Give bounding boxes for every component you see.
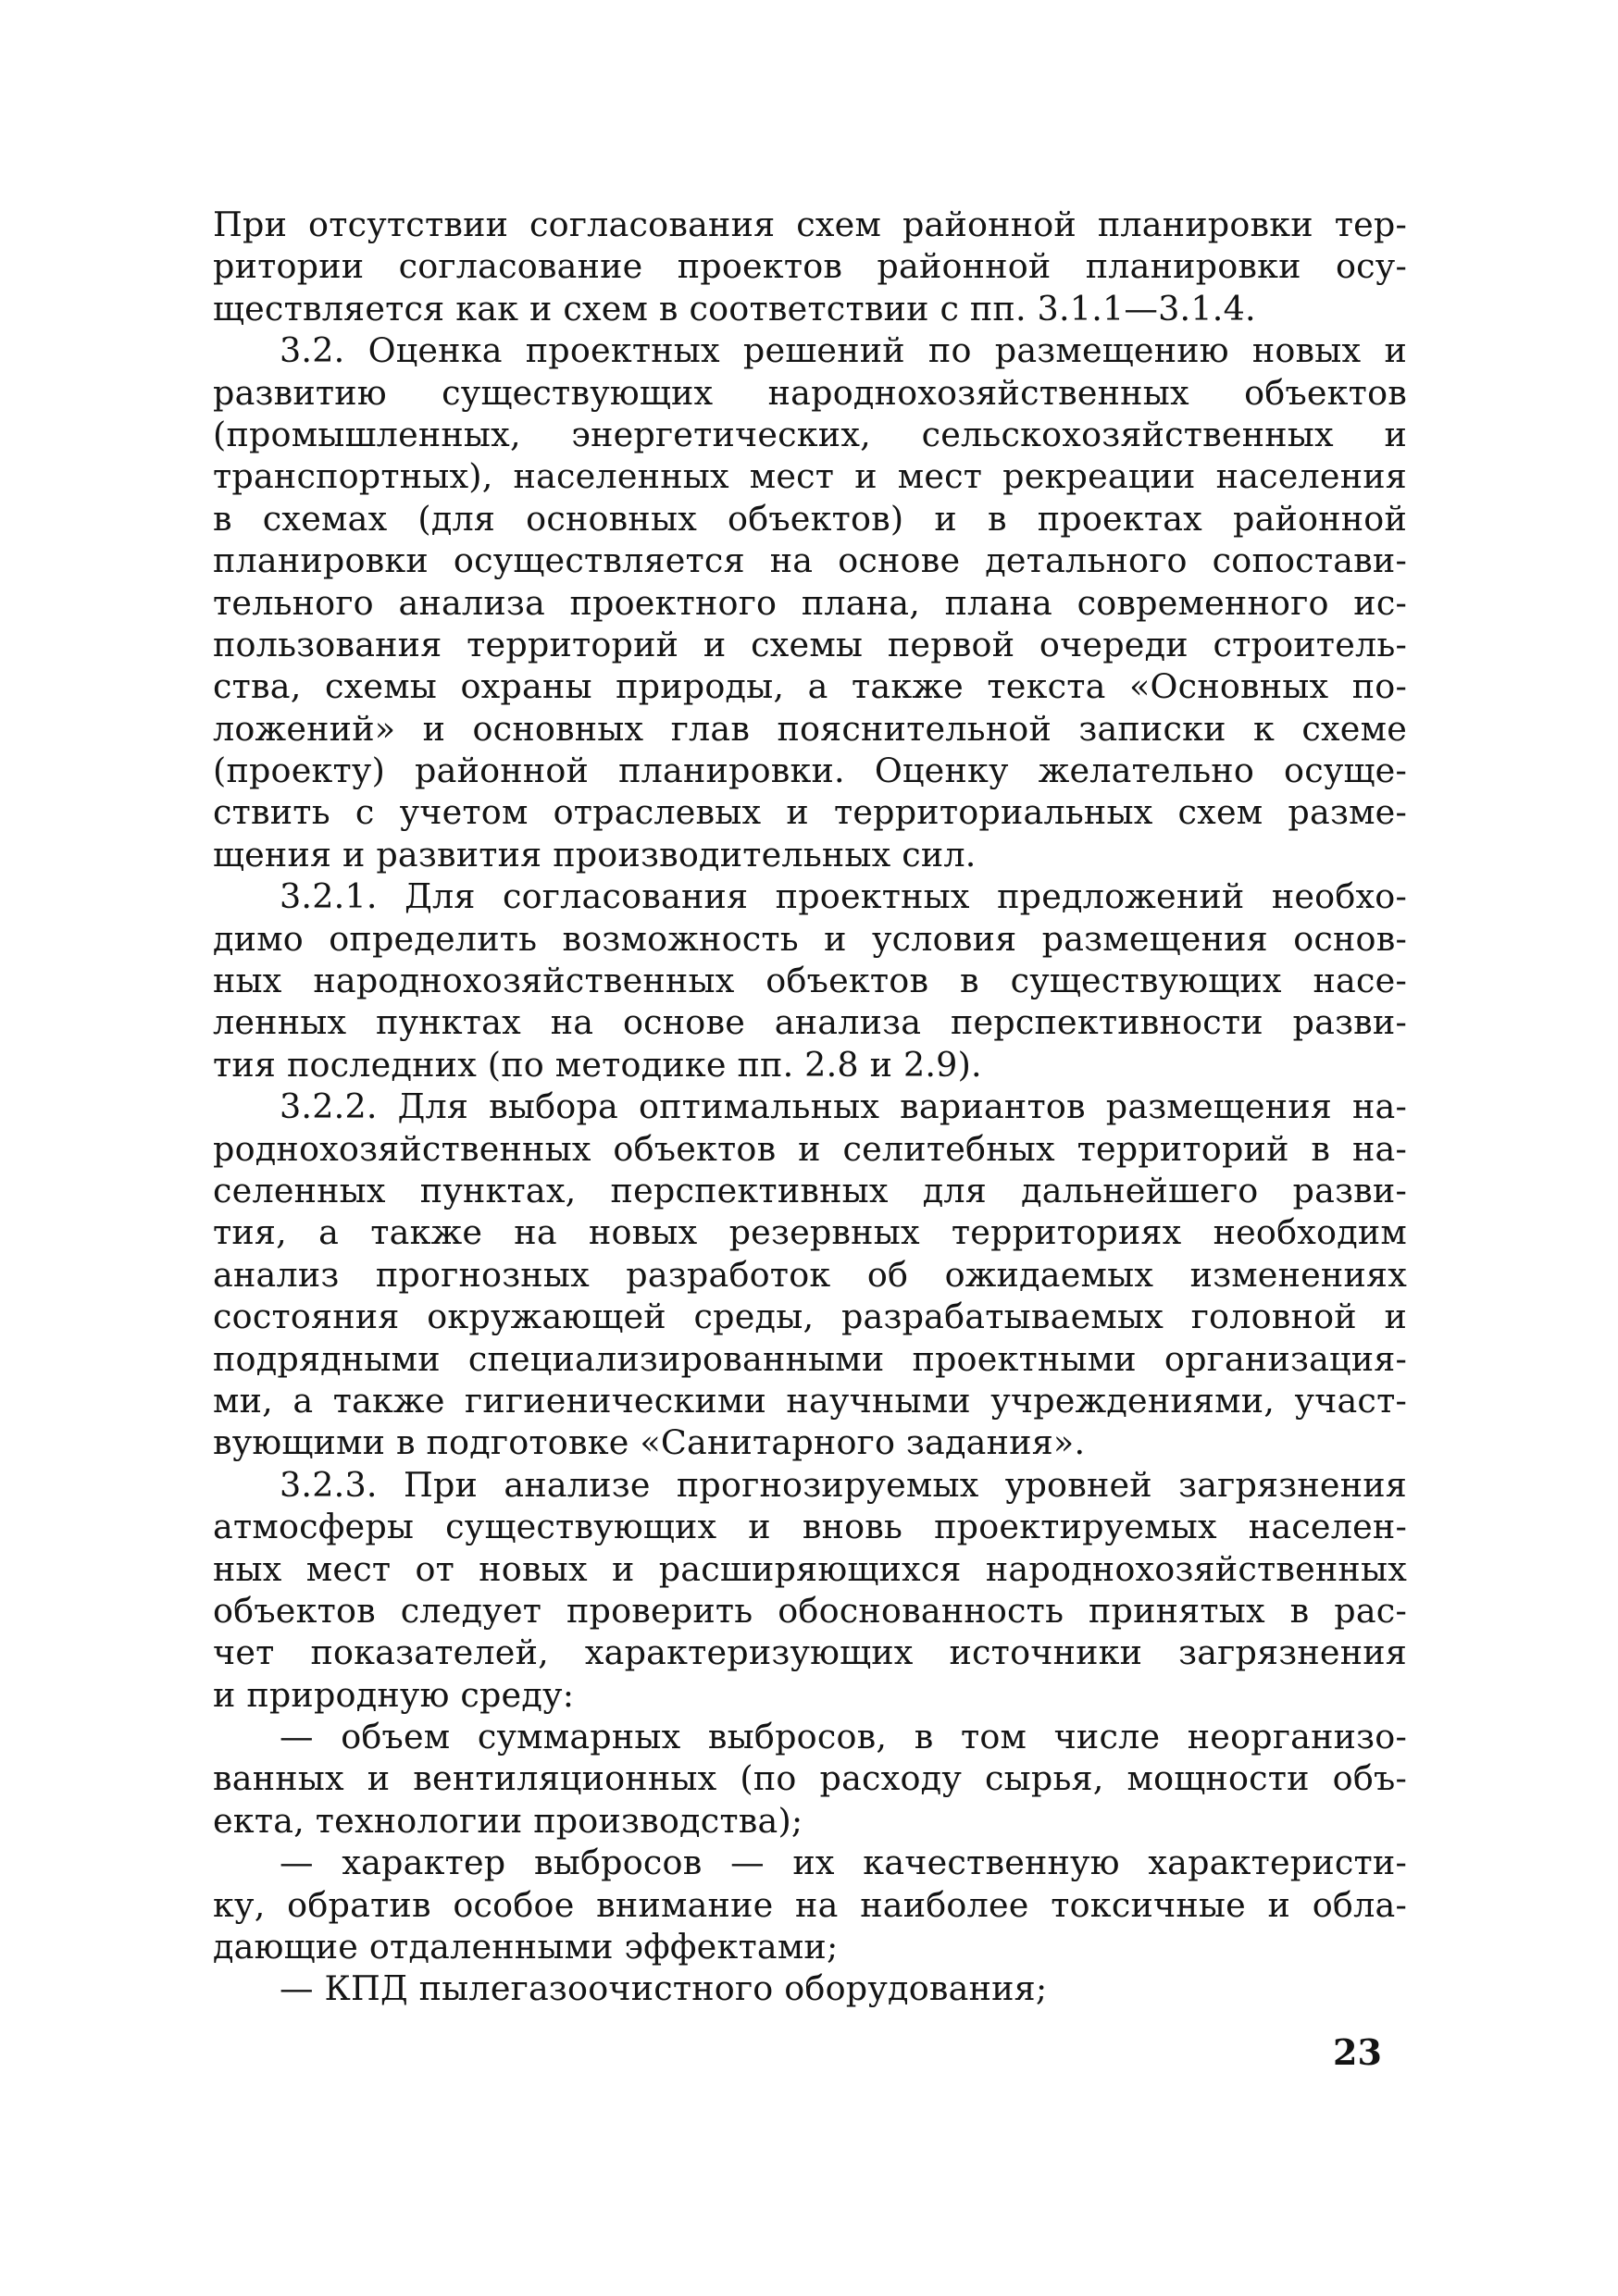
text-line: ствить с учетом отраслевых и территориальных схем разме- <box>213 792 1407 833</box>
text-line: чет показателей, характеризующих источники загрязнения <box>213 1632 1407 1673</box>
text-line: подрядными специализированными проектными организация- <box>213 1338 1407 1379</box>
text-line: атмосферы существующих и вновь проектируемых населен- <box>213 1507 1407 1547</box>
text-line: — КПД пылегазоочистного оборудования; <box>280 1968 1048 2009</box>
text-line: димо определить возможность и условия размещения основ- <box>213 918 1407 959</box>
text-line: При отсутствии согласования схем районной планировки тер- <box>213 205 1407 244</box>
text-line: состояния окружающей среды, разрабатываемых головной и <box>213 1297 1407 1337</box>
text-line: 3.2.3. При анализе прогнозируемых уровней загрязнения <box>280 1464 1407 1505</box>
text-line: екта, технологии производства); <box>213 1800 803 1841</box>
text-line: — объем суммарных выбросов, в том числе неорганизо- <box>280 1717 1407 1757</box>
text-line: дающие отдаленными эффектами; <box>213 1927 839 1967</box>
text-line: щения и развития производительных сил. <box>213 834 977 875</box>
text-line: в схемах (для основных объектов) и в проектах районной <box>213 498 1407 539</box>
text-line: объектов следует проверить обоснованность принятых в рас- <box>213 1590 1407 1631</box>
text-line: анализ прогнозных разработок об ожидаемых изменениях <box>213 1254 1407 1295</box>
text-line: ных мест от новых и расширяющихся народнохозяйственных <box>213 1548 1407 1589</box>
text-line: вующими в подготовке «Санитарного задания». <box>213 1422 1086 1463</box>
text-line: транспортных), населенных мест и мест рекреации населения <box>213 456 1407 497</box>
text-line: ми, а также гигиеническими научными учреждениями, участ- <box>213 1380 1407 1421</box>
text-line: ленных пунктах на основе анализа перспективности разви- <box>213 1002 1407 1043</box>
text-line: 3.2.2. Для выбора оптимальных вариантов размещения на- <box>280 1086 1407 1127</box>
text-line: ритории согласование проектов районной планировки осу- <box>213 246 1407 287</box>
text-line: развитию существующих народнохозяйственных объектов <box>213 372 1407 413</box>
text-line: селенных пунктах, перспективных для дальнейшего разви- <box>213 1170 1407 1210</box>
text-line: тия последних (по методике пп. 2.8 и 2.9). <box>213 1044 982 1085</box>
document-page <box>213 204 1407 2010</box>
text-line: ных народнохозяйственных объектов в существующих насе- <box>213 961 1407 1001</box>
page-number: 23 <box>1333 2031 1382 2073</box>
text-line: и природную среду: <box>213 1674 575 1715</box>
text-line: — характер выбросов — их качественную характеристи- <box>280 1843 1407 1883</box>
text-line: 3.2. Оценка проектных решений по размещению новых и <box>280 330 1407 371</box>
text-line: 3.2.1. Для согласования проектных предложений необхо- <box>280 876 1407 917</box>
text-line: ванных и вентиляционных (по расходу сырья, мощности объ- <box>213 1758 1407 1799</box>
text-line: (промышленных, энергетических, сельскохозяйственных и <box>213 414 1407 454</box>
text-line: роднохозяйственных объектов и селитебных территорий в на- <box>213 1128 1407 1169</box>
text-line: пользования территорий и схемы первой очереди строитель- <box>213 624 1407 664</box>
text-line: планировки осуществляется на основе детального сопостави- <box>213 540 1407 581</box>
text-line: ства, схемы охраны природы, а также текста «Основных по- <box>213 666 1407 707</box>
text-line: ку, обратив особое внимание на наиболее токсичные и обла- <box>213 1884 1407 1925</box>
text-line: ществляется как и схем в соответствии с пп. 3.1.1—3.1.4. <box>213 288 1256 329</box>
text-line: ложений» и основных глав пояснительной записки к схеме <box>213 708 1407 749</box>
text-line: тельного анализа проектного плана, плана современного ис- <box>213 582 1407 623</box>
text-line: тия, а также на новых резервных территориях необходим <box>213 1212 1407 1253</box>
text-line: (проекту) районной планировки. Оценку желательно осуще- <box>213 751 1407 791</box>
